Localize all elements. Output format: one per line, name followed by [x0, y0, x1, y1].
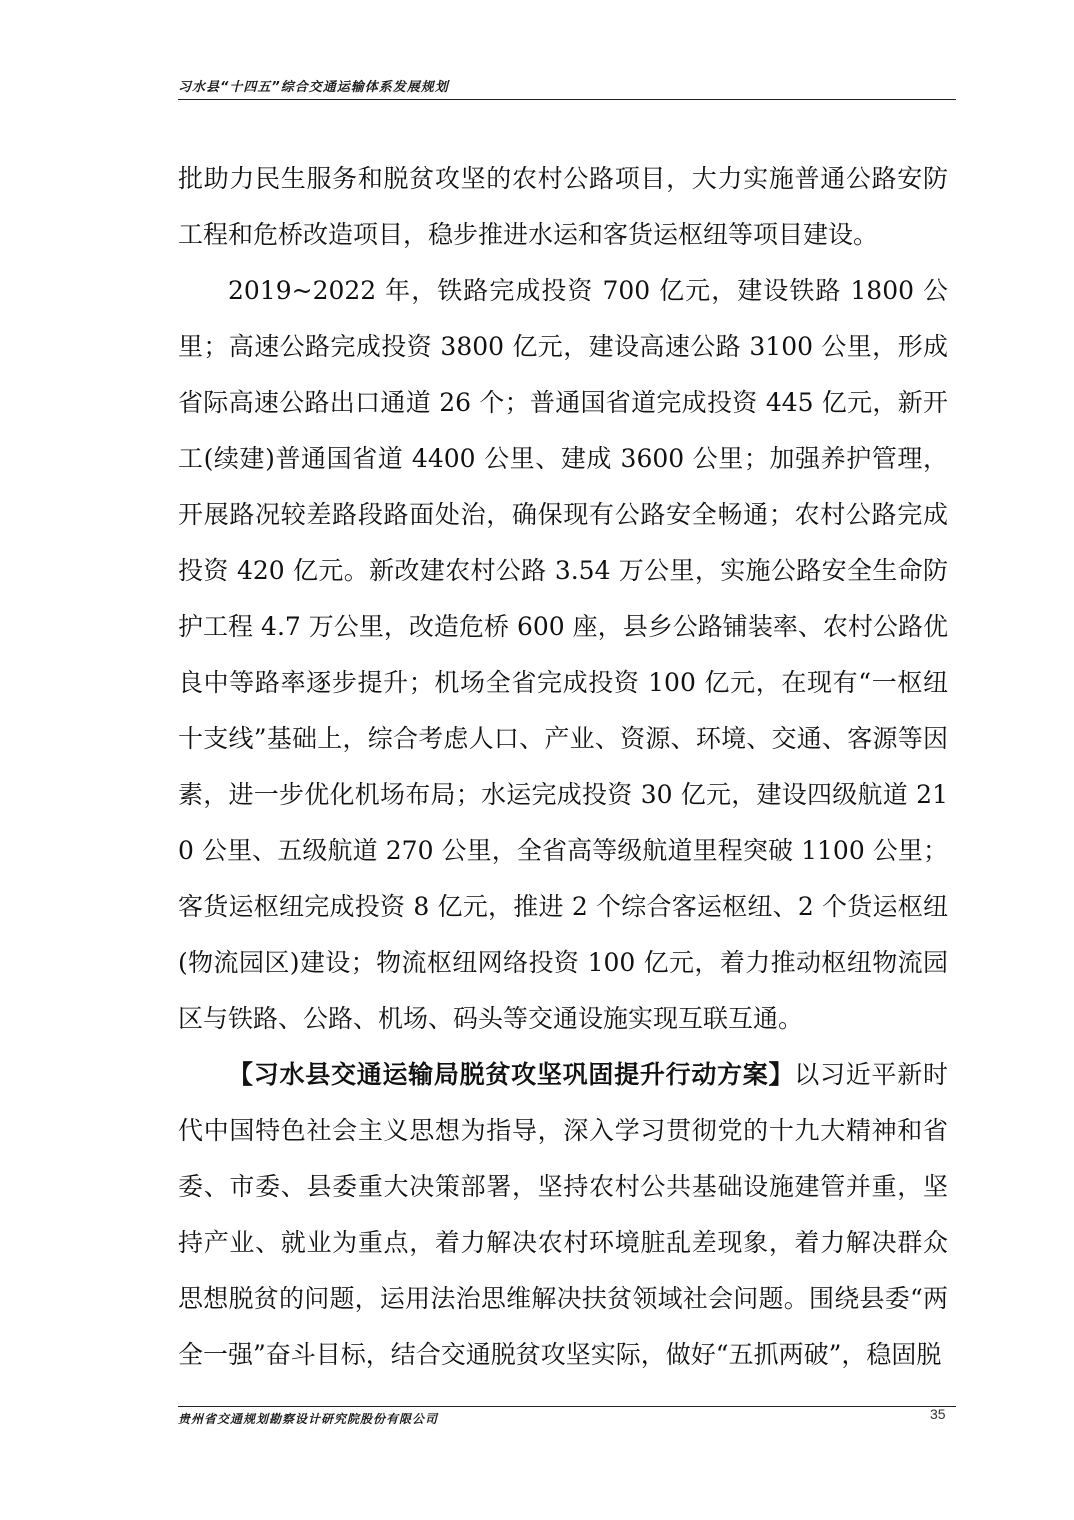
body-paragraph-1: 批助力民生服务和脱贫攻坚的农村公路项目，大力实施普通公路安防工程和危桥改造项目，稳步推进水运和客货运枢纽等项目建设。	[178, 164, 948, 249]
page-number: 35	[930, 1406, 946, 1422]
body-paragraph-2: 2019~2022 年，铁路完成投资 700 亿元，建设铁路 1800 公里；高速公路完成投资 3800 亿元，建设高速公路 3100 公里，形成省际高速公路出口通道 26 个；普通国省道完成投资 445 亿元，新开工(续建)普通国省道 4400 公里、建成 3600 公里；加强养护管理，开展路况较差路段路面处治，确保现有公路安全畅通；农村公路完成投资 420 亿元。新改建农村公路 3.54 万公里，实施公路安全生命防护工程 4.7 万公里，改造危桥 600 座，县乡公路铺装率、农村公路优良中等路率逐步提升；机场全省完成投资 100 亿元，在现有“一枢纽十支线”基础上，综合考虑人口、产业、资源、环境、交通、客源等因素，进一步优化机场布局；水运完成投资 30 亿元，建设四级航道 210 公里、五级航道 270 公里，全省高等级航道里程突破 1100 公里；客货运枢纽完成投资 8 亿元，推进 2 个综合客运枢纽、2 个货运枢纽(物流园区)建设；物流枢纽网络投资 100 亿元，着力推动枢纽物流园区与铁路、公路、机场、码头等交通设施实现互联互通。	[178, 276, 948, 1033]
running-header-title: 习水县“十四五”综合交通运输体系发展规划	[178, 80, 449, 95]
body-paragraph-3	[178, 1047, 948, 1383]
header-divider	[178, 99, 956, 100]
footer-divider	[178, 1406, 956, 1407]
action-plan-text: 以习近平新时代中国特色社会主义思想为指导，深入学习贯彻党的十九大精神和省委、市委、县委重大决策部署，坚持农村公共基础设施建管并重，坚持产业、就业为重点，着力解决农村环境脏乱差现象，着力解决群众思想脱贫的问题，运用法治思维解决扶贫领域社会问题。围绕县委“两全一强”奋斗目标，结合交通脱贫攻坚实际，做好“五抓两破”，稳固脱	[178, 1060, 948, 1369]
footer-company-name: 贵州省交通规划勘察设计研究院股份有限公司	[178, 1412, 439, 1426]
document-body	[178, 151, 948, 1383]
action-plan-heading: 【习水县交通运输局脱贫攻坚巩固提升行动方案】	[228, 1060, 795, 1089]
